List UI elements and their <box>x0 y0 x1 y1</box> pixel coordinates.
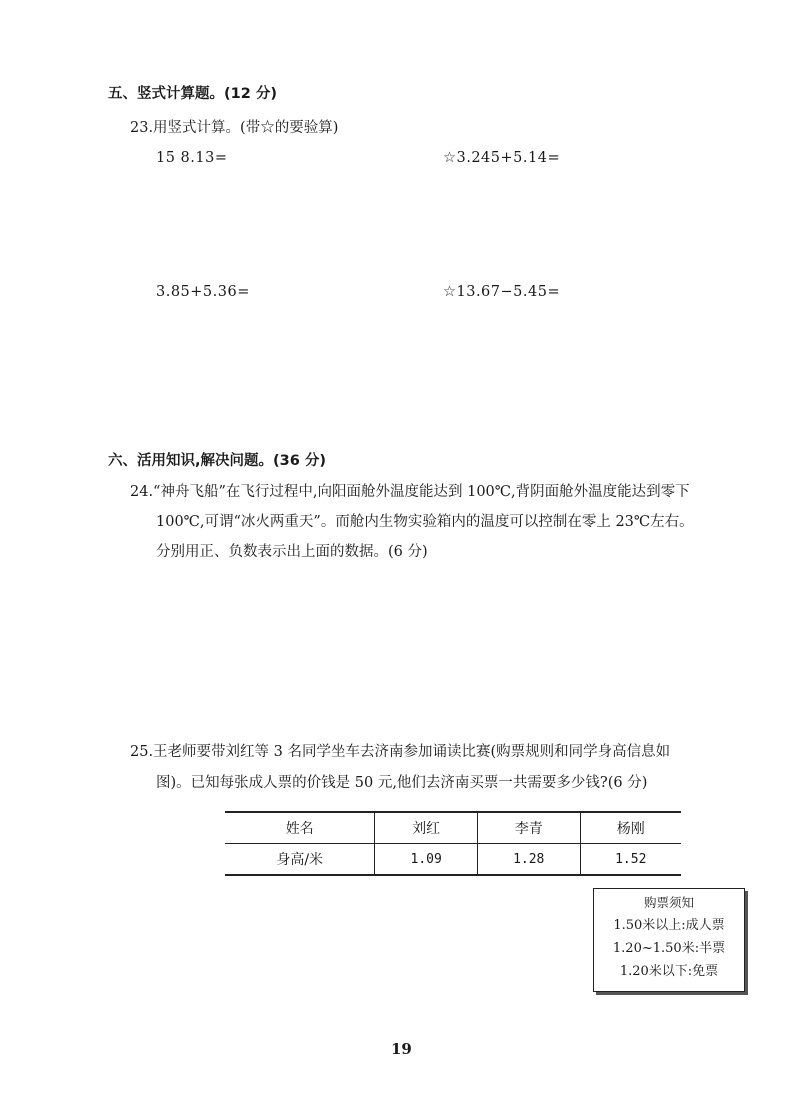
table-header-cell: 刘红 <box>375 812 478 844</box>
notice-rule: 1.50米以上:成人票 <box>613 918 725 933</box>
page-number: 19 <box>391 1040 412 1058</box>
q23-problem-1: 15 8.13= <box>156 150 228 166</box>
table-header-cell: 杨刚 <box>580 812 681 844</box>
table-row <box>225 844 681 876</box>
section5-heading: 五、竖式计算题。(12 分) <box>108 86 277 102</box>
table-row-label: 身高/米 <box>225 844 375 876</box>
section6-heading: 六、活用知识,解决问题。(36 分) <box>108 453 326 469</box>
table-cell: 1.09 <box>375 844 478 876</box>
q24-line-3: 分别用正、负数表示出上面的数据。(6 分) <box>156 544 428 560</box>
notice-title: 购票须知 <box>643 895 694 910</box>
notice-rule: 1.20米以下:免票 <box>619 964 719 979</box>
q23-problem-4: ☆13.67−5.45= <box>443 284 561 300</box>
q24-line-1: 24.“神舟飞船”在飞行过程中,向阳面舱外温度能达到 100℃,背阴面舱外温度能达到零下 <box>130 484 690 500</box>
q25-line-2: 图)。已知每张成人票的价钱是 50 元,他们去济南买票一共需要多少钱?(6 分) <box>156 775 648 791</box>
q25-line-1: 25.王老师要带刘红等 3 名同学坐车去济南参加诵读比赛(购票规则和同学身高信息如 <box>130 744 671 760</box>
q23-prompt: 23.用竖式计算。(带☆的要验算) <box>130 120 339 136</box>
table-header-row <box>225 812 681 844</box>
q23-problem-2: ☆3.245+5.14= <box>443 150 561 166</box>
table-cell: 1.52 <box>580 844 681 876</box>
ticket-notice-box <box>593 888 745 992</box>
notice-rule: 1.20~1.50米:半票 <box>612 941 726 956</box>
table-cell: 1.28 <box>477 844 580 876</box>
q24-line-2: 100℃,可谓“冰火两重天”。而舱内生物实验箱内的温度可以控制在零上 23℃左右。 <box>156 514 694 530</box>
height-table <box>225 811 681 876</box>
q23-problem-3: 3.85+5.36= <box>156 284 250 300</box>
table-header-cell: 李青 <box>477 812 580 844</box>
table-header-cell: 姓名 <box>225 812 375 844</box>
